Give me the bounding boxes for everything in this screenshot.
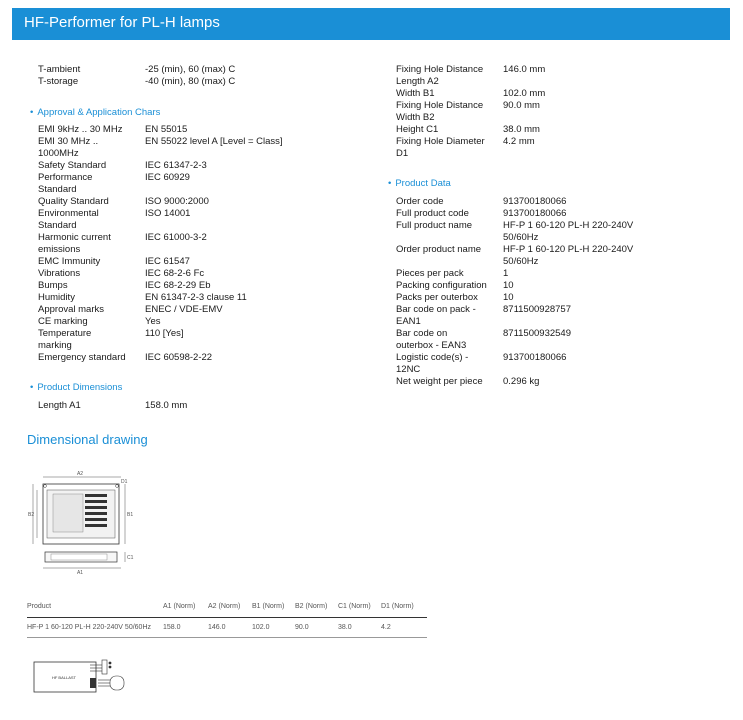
spec-label: Fixing Hole Distance Length A2 xyxy=(396,64,484,87)
spec-row xyxy=(396,352,736,376)
b1-label: B1 xyxy=(127,512,134,518)
spec-value: -40 (min), 80 (max) C xyxy=(145,76,236,87)
spec-label: Quality Standard xyxy=(38,196,109,207)
b2-label: B2 xyxy=(28,512,35,518)
spec-label: T-ambient xyxy=(38,64,81,75)
table-header-cell: A1 (Norm) xyxy=(163,603,196,610)
spec-value: 158.0 mm xyxy=(145,400,188,411)
spec-value: Yes xyxy=(145,316,161,327)
spec-row xyxy=(38,256,378,268)
spec-value: ISO 14001 xyxy=(145,208,191,219)
spec-row xyxy=(38,352,378,364)
spec-row xyxy=(396,100,736,124)
spec-row xyxy=(38,64,378,76)
spec-value: -25 (min), 60 (max) C xyxy=(145,64,236,75)
spec-row xyxy=(38,232,378,256)
spec-row xyxy=(396,136,736,160)
spec-value: IEC 60598-2-22 xyxy=(145,352,213,363)
spec-label: Fixing Hole Distance Width B2 xyxy=(396,100,484,123)
spec-row xyxy=(396,196,736,208)
spec-value: ENEC / VDE-EMV xyxy=(145,304,223,315)
table-header xyxy=(27,603,427,615)
dimensions-section-title: • Product Dimensions xyxy=(30,382,123,393)
spec-value: 8711500928757 xyxy=(503,304,571,315)
spec-label: Bar code on outerbox - EAN3 xyxy=(396,328,467,351)
spec-label: Emergency standard xyxy=(38,352,126,363)
spec-label: Environmental Standard xyxy=(38,208,99,231)
spec-value: 102.0 mm xyxy=(503,88,546,99)
spec-label: EMI 30 MHz .. 1000MHz xyxy=(38,136,99,159)
table-divider xyxy=(27,637,427,638)
spec-row xyxy=(38,316,378,328)
spec-value: EN 55015 xyxy=(145,124,188,135)
table-header-cell: Product xyxy=(27,603,52,610)
spec-value: HF-P 1 60-120 PL-H 220-240V 50/60Hz xyxy=(503,244,634,267)
spec-row xyxy=(38,292,378,304)
ballast-label: HF BALLAST xyxy=(51,675,77,680)
spec-label: Full product name xyxy=(396,220,473,231)
spec-label: Logistic code(s) - 12NC xyxy=(396,352,469,375)
dimensional-drawing-title: Dimensional drawing xyxy=(27,432,148,447)
bullet-icon: • xyxy=(30,382,34,393)
bullet-icon: • xyxy=(30,107,34,118)
dimensional-drawing xyxy=(25,470,135,580)
spec-label: Length A1 xyxy=(38,400,81,411)
spec-value: 913700180066 xyxy=(503,196,567,207)
spec-label: Performance Standard xyxy=(38,172,93,195)
spec-row xyxy=(38,304,378,316)
header-bar xyxy=(12,8,730,40)
bullet-icon: • xyxy=(388,178,392,189)
a2-label: A2 xyxy=(76,471,84,477)
spec-label: Order code xyxy=(396,196,444,207)
spec-label: Bumps xyxy=(38,280,68,291)
spec-label: Approval marks xyxy=(38,304,104,315)
spec-value: EN 61347-2-3 clause 11 xyxy=(145,292,247,303)
spec-value: IEC 68-2-6 Fc xyxy=(145,268,205,279)
spec-label: Harmonic current emissions xyxy=(38,232,111,255)
spec-value: 913700180066 xyxy=(503,208,567,219)
spec-row xyxy=(396,244,736,268)
spec-row xyxy=(396,124,736,136)
spec-row xyxy=(396,208,736,220)
spec-value: 10 xyxy=(503,292,514,303)
spec-row xyxy=(38,208,378,232)
spec-label: Order product name xyxy=(396,244,482,255)
spec-row xyxy=(396,280,736,292)
spec-value: 4.2 mm xyxy=(503,136,535,147)
spec-label: Net weight per piece xyxy=(396,376,483,387)
approval-section-title: • Approval & Application Chars xyxy=(30,107,161,118)
spec-row xyxy=(38,400,378,412)
spec-label: Full product code xyxy=(396,208,469,219)
table-cell: 158.0 xyxy=(163,624,181,631)
product-data-section-title: • Product Data xyxy=(388,178,451,189)
table-cell: HF-P 1 60-120 PL-H 220-240V 50/60Hz xyxy=(27,624,151,631)
spec-label: Safety Standard xyxy=(38,160,107,171)
spec-row xyxy=(38,268,378,280)
table-header-cell: B2 (Norm) xyxy=(295,603,328,610)
table-cell: 38.0 xyxy=(338,624,352,631)
table-divider xyxy=(27,617,427,618)
spec-value: IEC 68-2-29 Eb xyxy=(145,280,211,291)
spec-row xyxy=(38,160,378,172)
spec-row xyxy=(38,76,378,88)
spec-row xyxy=(396,64,736,88)
spec-row xyxy=(38,196,378,208)
spec-row xyxy=(38,124,378,136)
spec-value: 90.0 mm xyxy=(503,100,540,111)
spec-row xyxy=(396,376,736,388)
c1-label: C1 xyxy=(127,555,134,561)
spec-value: 0.296 kg xyxy=(503,376,540,387)
table-row xyxy=(27,624,427,634)
spec-label: Packs per outerbox xyxy=(396,292,478,303)
table-header-cell: D1 (Norm) xyxy=(381,603,414,610)
page-title: HF-Performer for PL-H lamps xyxy=(24,14,220,31)
table-cell: 90.0 xyxy=(295,624,309,631)
spec-row xyxy=(396,328,736,352)
spec-value: IEC 60929 xyxy=(145,172,190,183)
spec-value: 38.0 mm xyxy=(503,124,540,135)
spec-row xyxy=(38,280,378,292)
spec-row xyxy=(396,304,736,328)
spec-label: Vibrations xyxy=(38,268,81,279)
spec-label: EMI 9kHz .. 30 MHz xyxy=(38,124,123,135)
spec-value: 913700180066 xyxy=(503,352,567,363)
spec-value: 1 xyxy=(503,268,509,279)
a1-label: A1 xyxy=(76,570,84,576)
spec-row xyxy=(38,328,378,352)
table-header-cell: C1 (Norm) xyxy=(338,603,371,610)
wiring-diagram xyxy=(26,656,136,702)
spec-label: Pieces per pack xyxy=(396,268,464,279)
table-cell: 102.0 xyxy=(252,624,270,631)
spec-row xyxy=(396,268,736,280)
dimensions-table xyxy=(27,603,427,631)
spec-value: IEC 61000-3-2 xyxy=(145,232,207,243)
spec-value: EN 55022 level A [Level = Class] xyxy=(145,136,283,147)
spec-row xyxy=(396,88,736,100)
table-cell: 146.0 xyxy=(208,624,226,631)
spec-label: Humidity xyxy=(38,292,75,303)
spec-value: ISO 9000:2000 xyxy=(145,196,209,207)
spec-value: IEC 61547 xyxy=(145,256,190,267)
spec-label: Packing configuration xyxy=(396,280,487,291)
spec-label: Temperature marking xyxy=(38,328,92,351)
spec-label: T-storage xyxy=(38,76,79,87)
spec-value: HF-P 1 60-120 PL-H 220-240V 50/60Hz xyxy=(503,220,634,243)
spec-row xyxy=(396,220,736,244)
spec-value: 146.0 mm xyxy=(503,64,546,75)
spec-value: IEC 61347-2-3 xyxy=(145,160,207,171)
table-header-cell: B1 (Norm) xyxy=(252,603,285,610)
spec-label: Fixing Hole Diameter D1 xyxy=(396,136,485,159)
spec-value: 110 [Yes] xyxy=(145,328,184,339)
spec-label: CE marking xyxy=(38,316,88,327)
spec-value: 8711500932549 xyxy=(503,328,571,339)
spec-label: Height C1 xyxy=(396,124,439,135)
spec-row xyxy=(38,172,378,196)
spec-row xyxy=(396,292,736,304)
spec-label: Width B1 xyxy=(396,88,435,99)
spec-value: 10 xyxy=(503,280,514,291)
table-cell: 4.2 xyxy=(381,624,391,631)
table-header-cell: A2 (Norm) xyxy=(208,603,241,610)
spec-label: Bar code on pack - EAN1 xyxy=(396,304,476,327)
d1-label: D1 xyxy=(121,479,128,485)
spec-row xyxy=(38,136,378,160)
spec-label: EMC Immunity xyxy=(38,256,101,267)
